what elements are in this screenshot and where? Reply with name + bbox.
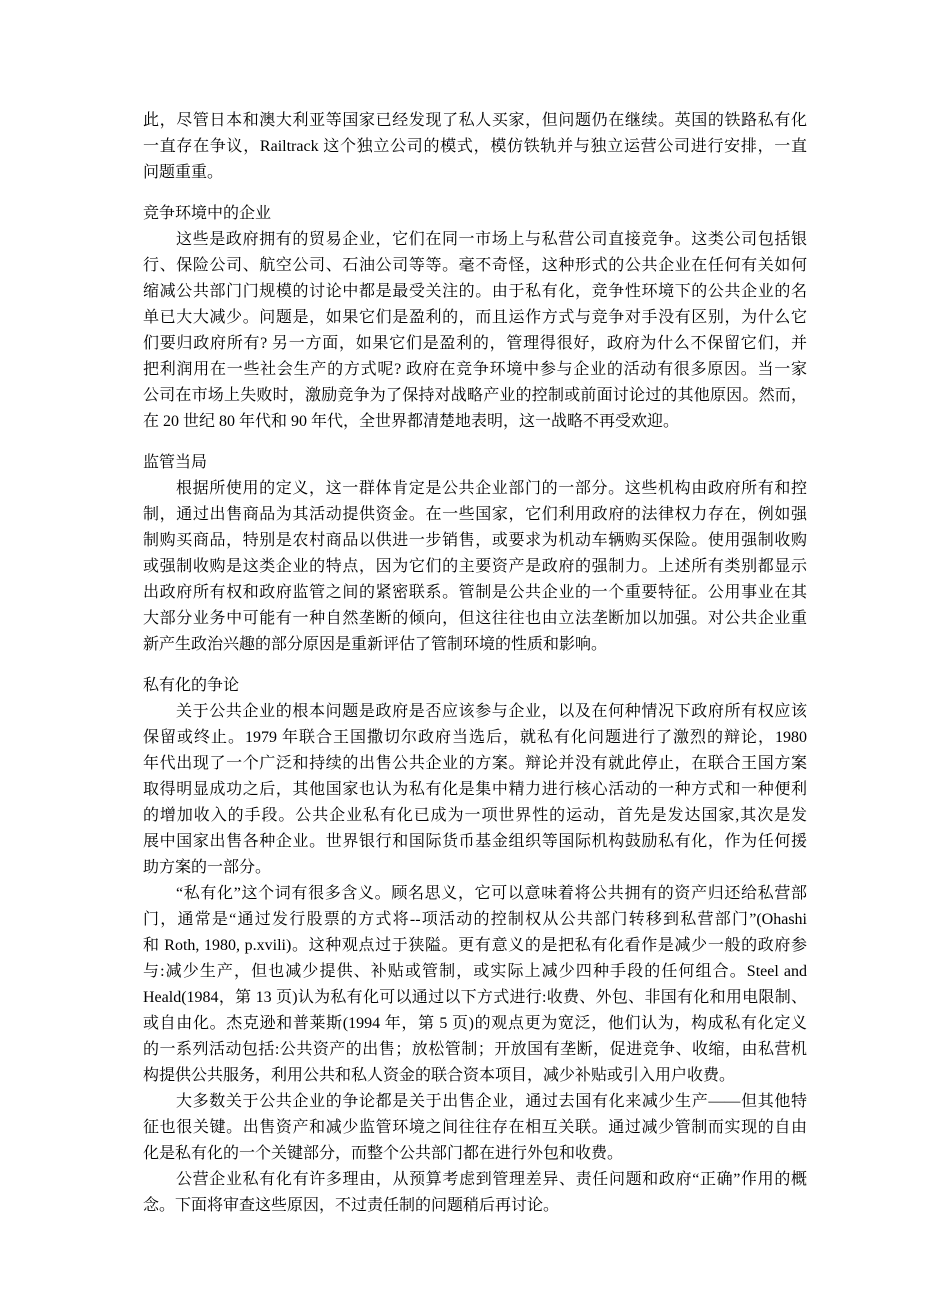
text-line: 关于公共企业的根本问题是政府是否应该参与企业，以及在何种情况下政府所有权应该 [176,703,807,720]
text-line: 这些是政府拥有的贸易企业，它们在同一市场上与私营公司直接竞争。这类公司包括银 [176,231,807,248]
document-text-column [143,108,807,1219]
section-heading: 竞争环境中的企业 [143,205,272,222]
text-line: Heald(1984，第 13 页)认为私有化可以通过以下方式进行:收费、外包、非国有化和用电限制、 [143,989,807,1006]
text-line: 根据所使用的定义，这一群体肯定是公共企业部门的一部分。这些机构由政府所有和控 [176,480,807,497]
paragraph [143,227,807,435]
text-line: 行、保险公司、航空公司、石油公司等等。毫不奇怪，这种形式的公共企业在任何有关如何 [143,257,807,274]
text-line: 或强制收购是这类企业的特点，因为它们的主要资产是政府的强制力。上述所有类别都显示 [143,558,807,575]
paragraph [143,108,807,186]
text-line: 出政府所有权和政府监管之间的紧密联系。管制是公共企业的一个重要特征。公用事业在其 [143,584,807,601]
text-line: 门，通常是“通过发行股票的方式将--项活动的控制权从公共部门转移到私营部门”(Ohashi [143,911,807,928]
text-line: 或自由化。杰克逊和普莱斯(1994 年，第 5 页)的观点更为宽泛，他们认为，构成私有化定义 [143,1015,807,1032]
text-line: 征也很关键。出售资产和减少监管环境之间往往存在相互关联。通过减少管制而实现的自由 [143,1119,807,1136]
text-line: 的增加收入的手段。公共企业私有化已成为一项世界性的运动，首先是发达国家,其次是发 [143,807,807,824]
paragraph [143,699,807,881]
text-line: 问题重重。 [143,164,224,181]
section-heading: 监管当局 [143,454,208,471]
text-line: 一直存在争议，Railtrack 这个独立公司的模式，模仿铁轨并与独立运营公司进行安排，一直 [143,138,807,155]
text-line: 构提供公共服务，利用公共和私人资金的联合资本项目，减少补贴或引入用户收费。 [143,1067,736,1084]
text-line: 大部分业务中可能有一种自然垄断的倾向，但这往往也由立法垄断加以加强。对公共企业重 [143,610,807,627]
text-line: 大多数关于公共企业的争论都是关于出售企业，通过去国有化来减少生产——但其他特 [176,1093,807,1110]
text-line: 制购买商品，特别是农村商品以供进一步销售，或要求为机动车辆购买保险。使用强制收购 [143,532,807,549]
text-line: 助方案的一部分。 [143,859,272,876]
text-line: 和 Roth, 1980, p.xvili)。这种观点过于狭隘。更有意义的是把私有化看作是减少一般的政府参 [143,937,807,954]
paragraph [143,1089,807,1219]
text-line: 在 20 世纪 80 年代和 90 年代，全世界都清楚地表明，这一战略不再受欢迎。 [143,413,680,430]
text-line: 年代出现了一个广泛和持续的出售公共企业的方案。辩论并没有就此停止，在联合王国方案 [143,755,807,772]
text-line: 新产生政治兴趣的部分原因是重新评估了管制环境的性质和影响。 [143,636,608,653]
text-line: 把利润用在一些社会生产的方式呢? 政府在竞争环境中参与企业的活动有很多原因。当一家 [143,361,807,378]
text-line: 公司在市场上失败时，激励竞争为了保持对战略产业的控制或前面讨论过的其他原因。然而， [143,387,807,404]
text-line: 公营企业私有化有许多理由，从预算考虑到管理差异、责任问题和政府“正确”作用的概 [176,1171,807,1188]
text-line: “私有化”这个词有很多含义。顾名思义，它可以意味着将公共拥有的资产归还给私营部 [176,885,807,902]
section-heading: 私有化的争论 [143,677,240,694]
paragraph [143,476,807,658]
text-line: 与:减少生产，但也减少提供、补贴或管制，或实际上减少四种手段的任何组合。Steel and [143,963,807,980]
paragraph [143,881,807,1089]
text-line: 取得明显成功之后，其他国家也认为私有化是集中精力进行核心活动的一种方式和一种便利 [143,781,807,798]
text-line: 们要归政府所有? 另一方面，如果它们是盈利的，管理得很好，政府为什么不保留它们，并 [143,335,807,352]
text-line: 此，尽管日本和澳大利亚等国家已经发现了私人买家，但问题仍在继续。英国的铁路私有化 [143,112,807,129]
text-line: 制，通过出售商品为其活动提供资金。在一些国家，它们利用政府的法律权力存在，例如强 [143,506,807,523]
text-line: 保留或终止。1979 年联合王国撒切尔政府当选后，就私有化问题进行了激烈的辩论，1980 [143,729,807,746]
text-line: 念。下面将审查这些原因，不过责任制的问题稍后再讨论。 [143,1197,560,1214]
text-line: 展中国家出售各种企业。世界银行和国际货币基金组织等国际机构鼓励私有化，作为任何援 [143,833,807,850]
text-line: 的一系列活动包括:公共资产的出售；放松管制；开放国有垄断，促进竞争、收缩，由私营机 [143,1041,807,1058]
text-line: 单已大大减少。问题是，如果它们是盈利的，而且运作方式与竞争对手没有区别，为什么它 [143,309,807,326]
text-line: 缩减公共部门门规模的讨论中都是最受关注的。由于私有化，竞争性环境下的公共企业的名 [143,283,807,300]
text-line: 化是私有化的一个关键部分，而整个公共部门都在进行外包和收费。 [143,1145,624,1162]
